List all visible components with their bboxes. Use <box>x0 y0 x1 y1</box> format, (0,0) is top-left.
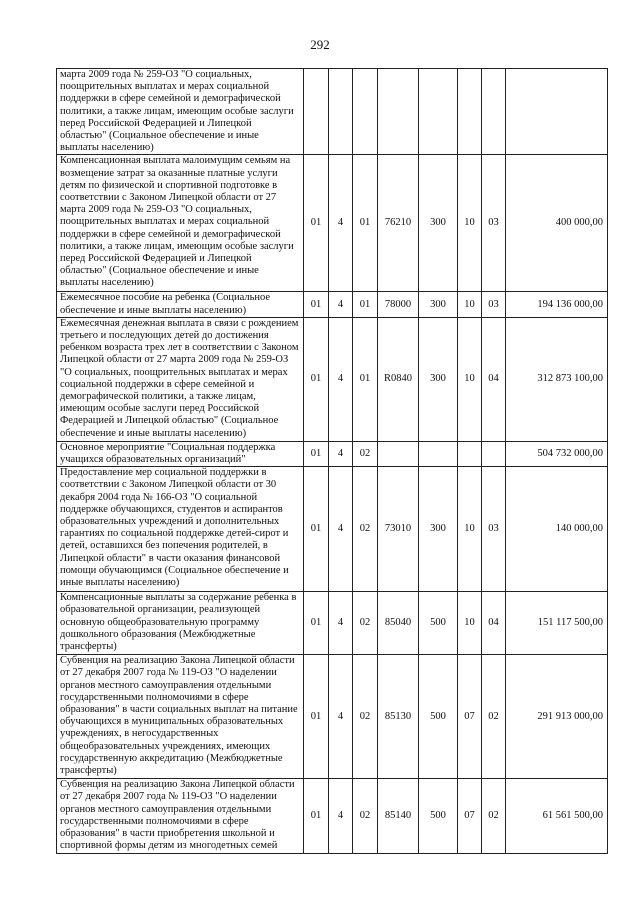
section-code: 10 <box>458 467 482 592</box>
expense-type-code <box>419 69 458 155</box>
subprogram-code: 4 <box>329 317 353 441</box>
activity-code: 01 <box>353 292 378 317</box>
section-code <box>458 441 482 466</box>
direction-code: 78000 <box>378 292 419 317</box>
table-row <box>57 467 608 592</box>
activity-code: 01 <box>353 155 378 292</box>
subsection-code <box>482 441 506 466</box>
direction-code <box>378 69 419 155</box>
table-row <box>57 779 608 854</box>
amount-cell: 504 732 000,00 <box>506 441 608 466</box>
row-description: Субвенция на реализацию Закона Липецкой области от 27 декабря 2007 года № 119-ОЗ "О наделении органов местного самоуправления отдельными государственными полномочиями в сфере образования" в части приобретения школьной и спортивной формы детям из многодетных семей <box>57 779 304 854</box>
subsection-code: 04 <box>482 317 506 441</box>
subprogram-code: 4 <box>329 655 353 779</box>
subsection-code: 04 <box>482 592 506 655</box>
section-code: 10 <box>458 317 482 441</box>
expense-type-code: 300 <box>419 317 458 441</box>
table-row <box>57 69 608 155</box>
table-row <box>57 317 608 441</box>
table-row <box>57 441 608 466</box>
activity-code: 02 <box>353 779 378 854</box>
program-code <box>304 69 329 155</box>
subsection-code: 03 <box>482 292 506 317</box>
activity-code: 01 <box>353 317 378 441</box>
table-row <box>57 655 608 779</box>
section-code: 10 <box>458 155 482 292</box>
row-description: Ежемесячная денежная выплата в связи с рождением третьего и последующих детей до достижения ребенком возраста трех лет в соответствии с Законом Липецкой области от 27 марта 2009 года № 259-ОЗ "О социальных, поощрительных выплатах и мерах социальной поддержки в сфере семейной и демографической политики, а также лицам, имеющим особые заслуги перед Российской Федерацией и Липецкой областью" (Социальное обеспечение и иные выплаты населению) <box>57 317 304 441</box>
subprogram-code: 4 <box>329 155 353 292</box>
expense-type-code: 300 <box>419 467 458 592</box>
budget-table <box>56 68 608 854</box>
section-code: 10 <box>458 592 482 655</box>
table-row <box>57 592 608 655</box>
page-number: 292 <box>310 37 330 52</box>
expense-type-code: 300 <box>419 155 458 292</box>
row-description: Ежемесячное пособие на ребенка (Социальное обеспечение и иные выплаты населению) <box>57 292 304 317</box>
row-description: Компенсационная выплата малоимущим семьям на возмещение затрат за оказанные платные услуги детям по физической и спортивной подготовке в соответствии с Законом Липецкой области от 27 марта 2009 года № 259-ОЗ "О социальных, поощрительных выплатах и мерах социальной поддержки в сфере семейной и демографической политики, а также лицам, имеющим особые заслуги перед Российской Федерацией и Липецкой областью" (Социальное обеспечение и иные выплаты населению) <box>57 155 304 292</box>
program-code: 01 <box>304 592 329 655</box>
subprogram-code: 4 <box>329 467 353 592</box>
row-description: марта 2009 года № 259-ОЗ "О социальных, поощрительных выплатах и мерах социальной поддержки в сфере семейной и демографической политики, а также лицам, имеющим особые заслуги перед Российской Федерацией и Липецкой областью" (Социальное обеспечение и иные выплаты населению) <box>57 69 304 155</box>
amount-cell <box>506 69 608 155</box>
row-description: Субвенция на реализацию Закона Липецкой области от 27 декабря 2007 года № 119-ОЗ "О наделении органов местного самоуправления отдельными государственными полномочиями в сфере образования" в части социальных выплат на питание обучающихся в муниципальных образовательных учреждениях, в негосударственных общеобразовательных учреждениях, имеющих государственную аккредитацию (Межбюджетные трансферты) <box>57 655 304 779</box>
amount-cell: 140 000,00 <box>506 467 608 592</box>
program-code: 01 <box>304 317 329 441</box>
activity-code: 02 <box>353 441 378 466</box>
amount-cell: 194 136 000,00 <box>506 292 608 317</box>
subsection-code: 02 <box>482 779 506 854</box>
subsection-code: 03 <box>482 467 506 592</box>
direction-code: 85140 <box>378 779 419 854</box>
subprogram-code: 4 <box>329 292 353 317</box>
subprogram-code: 4 <box>329 441 353 466</box>
table-row <box>57 292 608 317</box>
section-code: 07 <box>458 779 482 854</box>
subsection-code <box>482 69 506 155</box>
subsection-code: 02 <box>482 655 506 779</box>
expense-type-code: 500 <box>419 779 458 854</box>
program-code: 01 <box>304 292 329 317</box>
activity-code: 02 <box>353 467 378 592</box>
direction-code: 76210 <box>378 155 419 292</box>
table-row <box>57 155 608 292</box>
row-description: Основное мероприятие "Социальная поддержка учащихся образовательных организаций" <box>57 441 304 466</box>
subsection-code: 03 <box>482 155 506 292</box>
program-code: 01 <box>304 779 329 854</box>
subprogram-code <box>329 69 353 155</box>
section-code: 07 <box>458 655 482 779</box>
program-code: 01 <box>304 467 329 592</box>
section-code <box>458 69 482 155</box>
section-code: 10 <box>458 292 482 317</box>
expense-type-code: 500 <box>419 592 458 655</box>
activity-code: 02 <box>353 592 378 655</box>
subprogram-code: 4 <box>329 592 353 655</box>
expense-type-code <box>419 441 458 466</box>
direction-code: 85040 <box>378 592 419 655</box>
row-description: Компенсационные выплаты за содержание ребенка в образовательной организации, реализующей основную общеобразовательную программу дошкольного образования (Межбюджетные трансферты) <box>57 592 304 655</box>
amount-cell: 61 561 500,00 <box>506 779 608 854</box>
activity-code: 02 <box>353 655 378 779</box>
direction-code: 85130 <box>378 655 419 779</box>
direction-code <box>378 441 419 466</box>
amount-cell: 312 873 100,00 <box>506 317 608 441</box>
direction-code: 73010 <box>378 467 419 592</box>
expense-type-code: 300 <box>419 292 458 317</box>
direction-code: R0840 <box>378 317 419 441</box>
amount-cell: 151 117 500,00 <box>506 592 608 655</box>
expense-type-code: 500 <box>419 655 458 779</box>
amount-cell: 400 000,00 <box>506 155 608 292</box>
program-code: 01 <box>304 441 329 466</box>
program-code: 01 <box>304 155 329 292</box>
subprogram-code: 4 <box>329 779 353 854</box>
amount-cell: 291 913 000,00 <box>506 655 608 779</box>
row-description: Предоставление мер социальной поддержки в соответствии с Законом Липецкой области от 30 декабря 2004 года № 166-ОЗ "О социальной поддержке обучающихся, студентов и аспирантов образовательных учреждений и дополнительных гарантиях по социальной поддержке детей-сирот и детей, оставшихся без попечения родителей, в Липецкой области" в части оказания финансовой помощи обучающимся (Социальное обеспечение и иные выплаты населению) <box>57 467 304 592</box>
program-code: 01 <box>304 655 329 779</box>
activity-code <box>353 69 378 155</box>
